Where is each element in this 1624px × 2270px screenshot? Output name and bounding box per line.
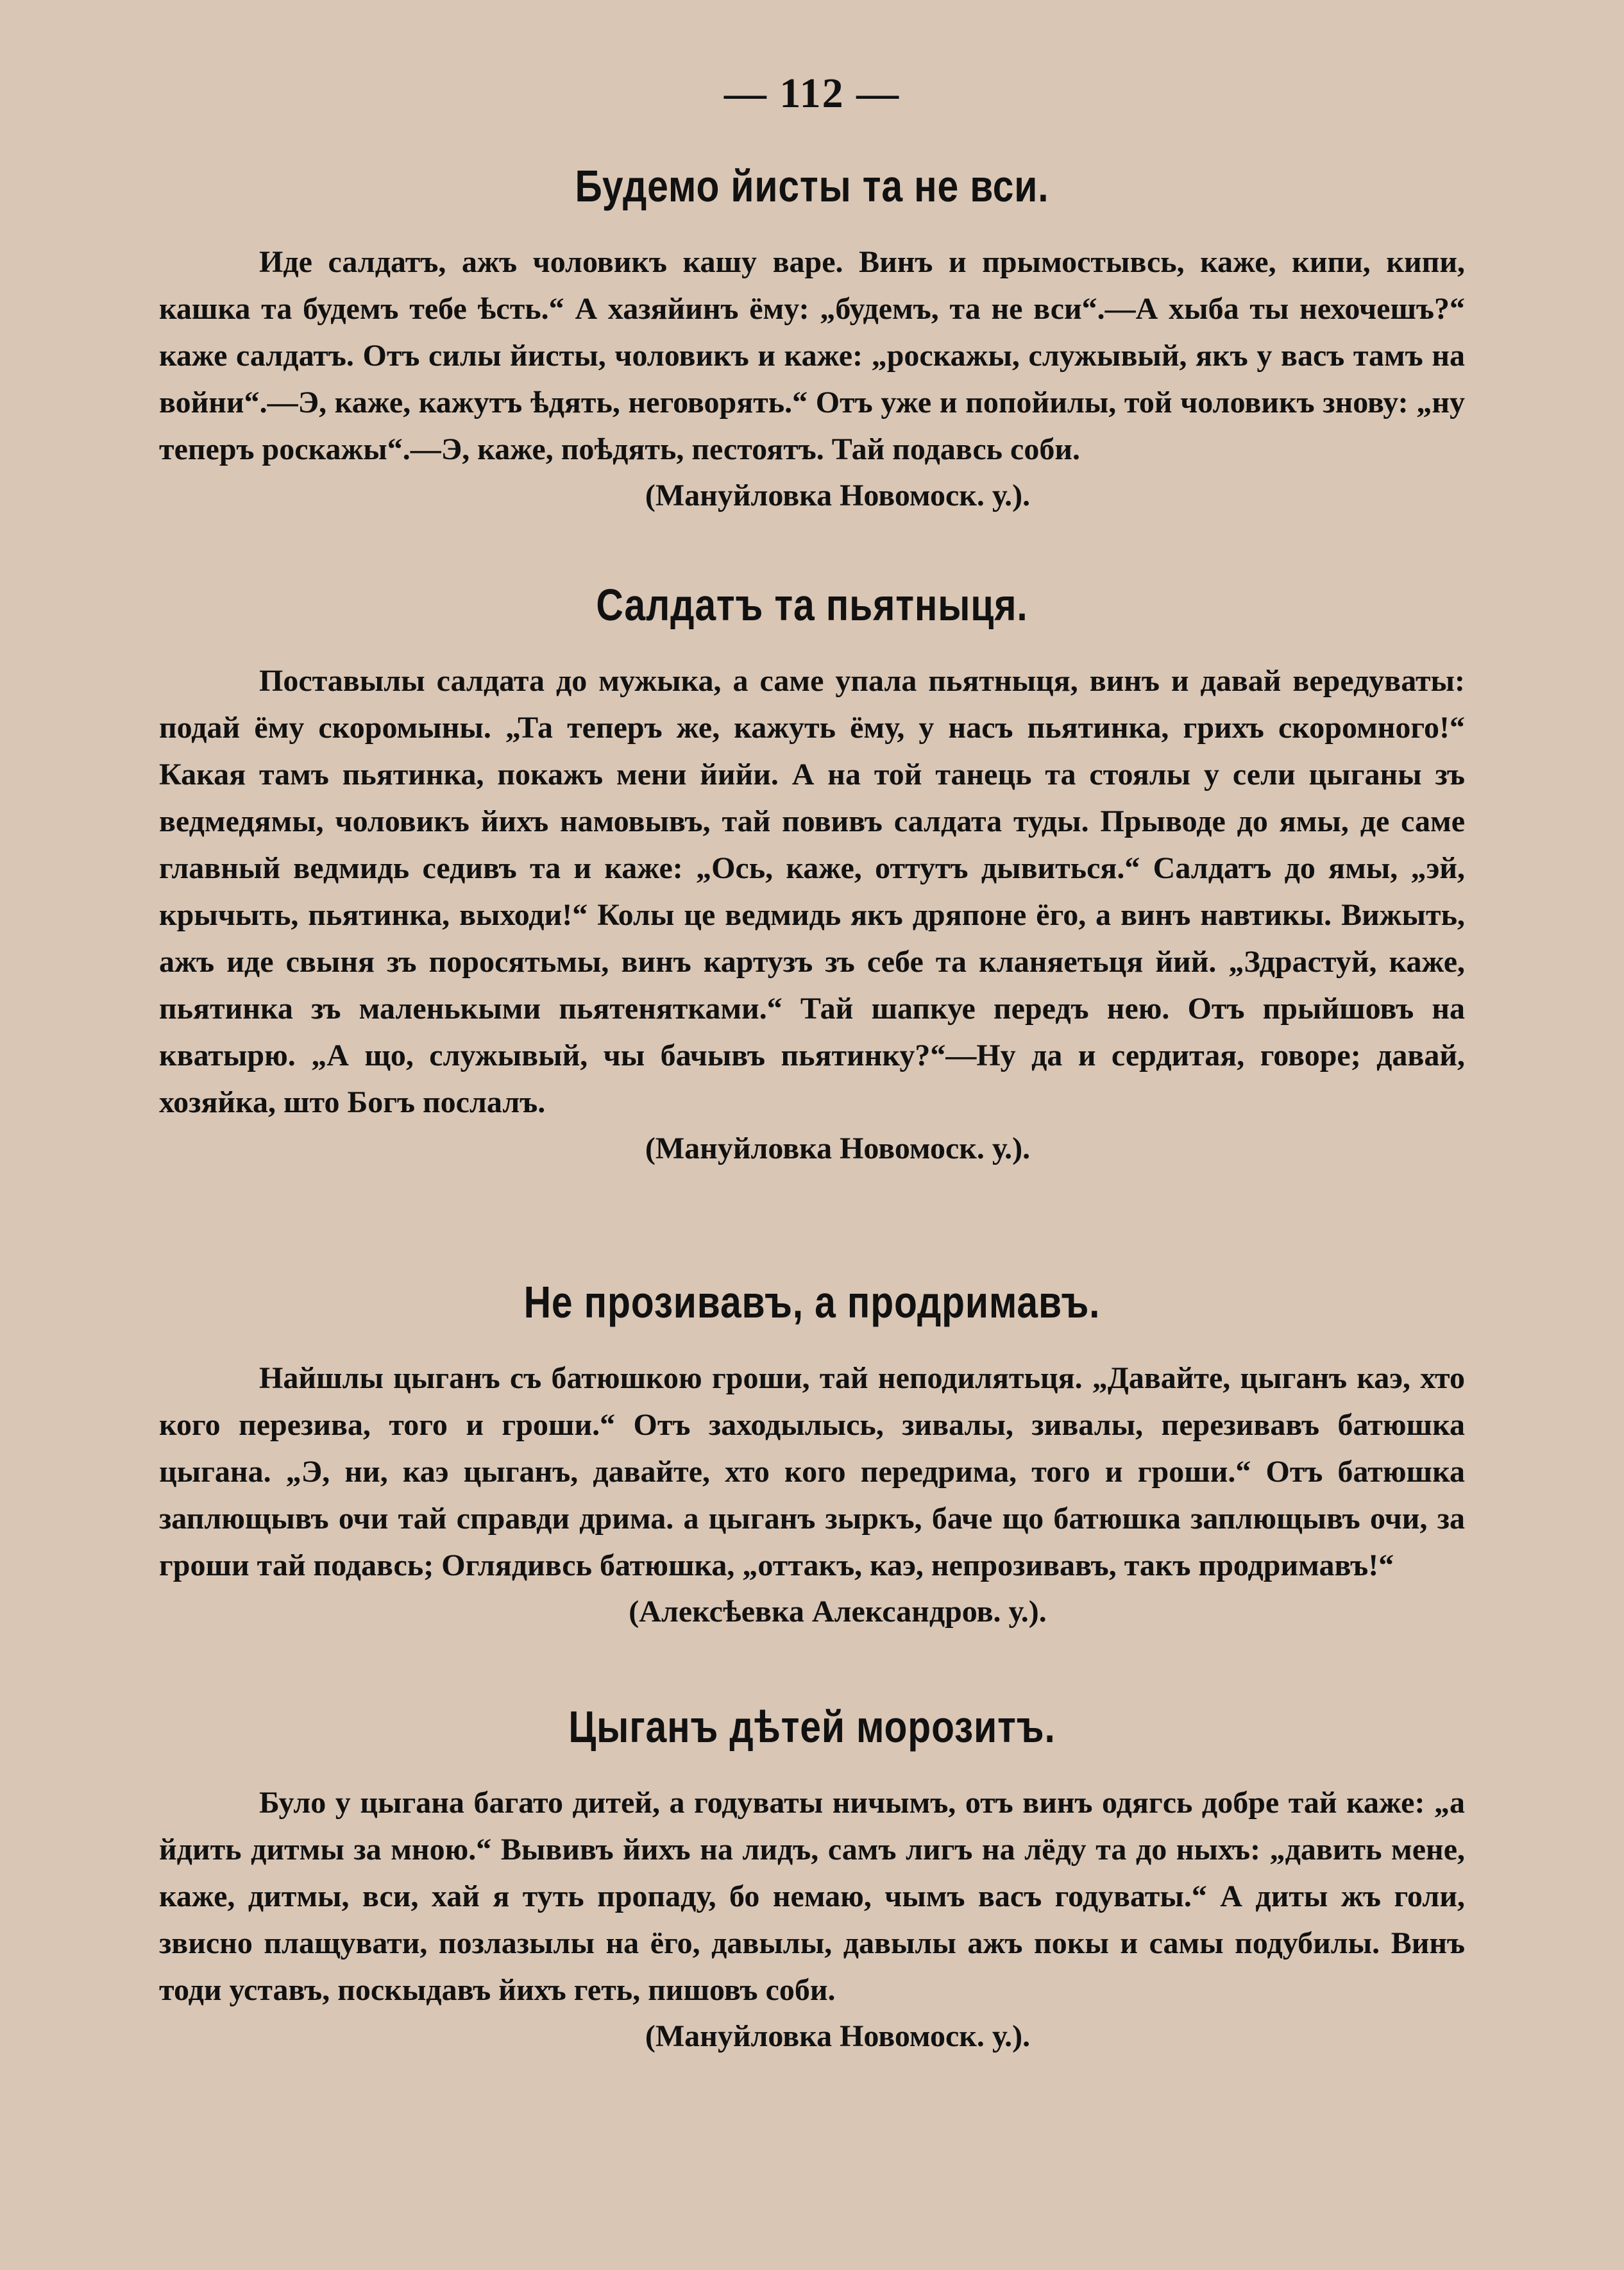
story-title: Не прозивавъ, а продримавъ. [523,1277,1101,1327]
story-source: (Мануйловка Новомоск. у.). [645,479,1031,512]
story-text: Було у цыгана багато дитей, а годуваты ничымъ, отъ винъ одягсь добре тай каже: „а йдить дитмы за мною.“ Вывивъ йихъ на лидъ, самъ лигъ на лёду та до ныхъ: „давить мене, каже, дитмы, вси, хай я туть пропаду, бо немаю, чымъ васъ годуваты.“ А диты жъ голи, звисно плащувати, позлазылы на ёго, давылы, давылы ажъ покы и самы подубилы. Винъ тоди уставъ, поскыдавъ йихъ геть, пишовъ соби. [159,1786,1465,2007]
story-3 [159,1276,1465,1629]
story-text: Найшлы цыганъ съ батюшкою гроши, тай неподилятьця. „Давайте, цыганъ каэ, хто кого перезива, того и гроши.“ Отъ заходылысь, зивалы, зивалы, перезивавъ батюшка цыгана. „Э, ни, каэ цыганъ, давайте, хто кого передрима, того и гроши.“ Отъ батюшка заплющывъ очи тай справди дрима. а цыганъ зыркъ, баче що батюшка заплющывъ очи, за гроши тай подавсь; Оглядивсь батюшка, „оттакъ, каэ, непрозивавъ, такъ продримавъ!“ [159,1361,1465,1582]
page-number: — 112 — [723,70,901,117]
story-source: (Мануйловка Новомоск. у.). [645,2019,1031,2053]
story-source: (Мануйловка Новомоск. у.). [645,1131,1031,1165]
story-title: Цыганъ дѣтей морозитъ. [568,1702,1056,1752]
story-title: Салдатъ та пьятныця. [596,580,1028,630]
story-text: Иде салдатъ, ажъ чоловикъ кашу варе. Винъ и прымостывсь, каже, кипи, кипи, кашка та будемъ тебе ѣсть.“ А хазяйинъ ёму: „будемъ, та не вси“.—А хыба ты нехочешъ?“ каже салдатъ. Отъ силы йисты, чоловикъ и каже: „роскажы, служывый, якъ у васъ тамъ на войни“.—Э, каже, кажутъ ѣдять, неговорять.“ Отъ уже и попойилы, той чоловикъ знову: „ну теперъ роскажы“.—Э, каже, поѣдять, пестоятъ. Тай подавсь соби. [159,245,1465,466]
story-4 [159,1701,1465,2054]
story-source: (Алексѣевка Александров. у.). [629,1595,1047,1629]
story-2 [159,579,1465,1166]
story-title: Будемо йисты та не вси. [575,161,1049,211]
story-text: Поставылы салдата до мужыка, а саме упала пьятныця, винъ и давай вередуваты: подай ёму скоромыны. „Та теперъ же, кажуть ёму, у насъ пьятинка, грихъ скоромного!“ Какая тамъ пьятинка, покажъ мени йийи. А на той танець та стоялы у сели цыганы зъ ведмедямы, чоловикъ йихъ намовывъ, тай повивъ салдата туды. Прыводе до ямы, де саме главный ведмидь седивъ та и каже: „Ось, каже, оттутъ дывиться.“ Салдатъ до ямы, „эй, крычыть, пьятинка, выходи!“ Колы це ведмидь якъ дряпоне ёго, а винъ навтикы. Вижыть, ажъ иде свыня зъ поросятьмы, винъ картузъ зъ себе та кланяетьця йий. „Здрастуй, каже, пьятинка зъ маленькыми пьятенятками.“ Тай шапкуе передъ нею. Отъ прыйшовъ на кватырю. „А що, служывый, чы бачывъ пьятинку?“—Ну да и сердитая, говоре; давай, хозяйка, што Богъ послалъ. [159,664,1465,1119]
story-1 [159,160,1465,513]
